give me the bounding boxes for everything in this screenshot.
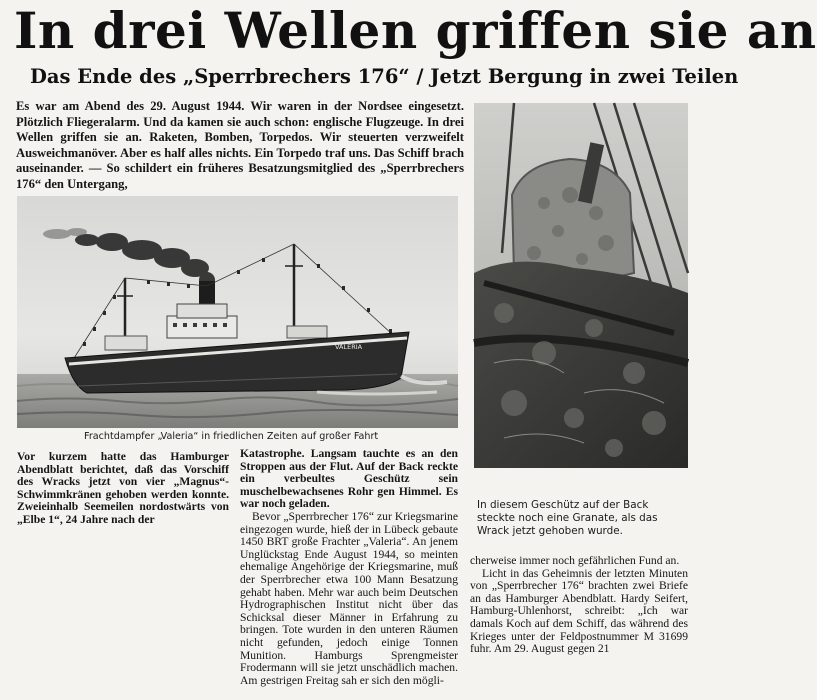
headline: In drei Wellen griffen sie an xyxy=(14,1,817,60)
intro-paragraph: Es war am Abend des 29. August 1944. Wir waren in der Nordsee eingesetzt. Plötzlich Fliegeralarm. Und da kamen sie auch schon: englische Flugzeuge. In drei Wellen griffen sie an. Raketen, Bomben, Torpedos. Wir steuerten verzweifelt Ausweichmanöver. Aber es half alles nichts. Ein Torpedo traf uns. Das Schiff brach auseinander. — So schildert ein früheres Besatzungsmitglied des „Sperrbrechers 176“ den Untergang, xyxy=(16,99,464,191)
hull-name: VALERIA xyxy=(335,343,363,351)
wreck-photo xyxy=(474,103,688,468)
column-2-bold-paragraph: Katastrophe. Langsam tauchte es an den Stroppen aus der Flut. Auf der Back reckte ein verbeultes Geschütz sein muschelbewachsenes Rohr gen Himmel. Es war noch geladen. xyxy=(240,447,458,511)
ship-photo-caption: Frachtdampfer „Valeria“ in friedlichen Zeiten auf großer Fahrt xyxy=(84,431,379,442)
subheadline: Das Ende des „Sperrbrechers 176“ / Jetzt Bergung in zwei Teilen xyxy=(30,65,739,88)
column-2 xyxy=(240,448,458,687)
column-3 xyxy=(470,555,688,656)
column-2-paragraph: Bevor „Sperrbrecher 176“ zur Kriegsmarine eingezogen wurde, hieß der in Lübeck gebaute 1450 BRT große Frachter „Valeria“. An jenem Unglückstag Ende August 1944, so meinten ehemalige Angehörige der Kriegsmarine, muß der Sperrbrecher etwa 100 Mann Besatzung gehabt haben. Mehr war auch beim Deutschen Hydrographischen Institut nicht über das Schicksal dieser Männer in Erfahrung zu bringen. Tote wurden in den unteren Räumen nicht gefunden, jedoch einige Tonnen Munition. Hamburgs Sprengmeister Frodermann will sie jetzt unschädlich machen. Am gestrigen Freitag sah er sich den mögli- xyxy=(240,509,458,687)
ship-photo xyxy=(17,196,458,428)
column-3-paragraph-1: cherweise immer noch gefährlichen Fund an. xyxy=(470,554,680,567)
column-3-paragraph-2: Licht in das Geheimnis der letzten Minuten von „Sperrbrecher 176“ brachten zwei Briefe an das Hamburger Abendblatt. Hardy Seifert, Hamburg-Uhlenhorst, schreibt: „Ich war damals Koch auf dem Schiff, das während des Krieges unter der Feldpostnummer M 31699 fuhr. Am 29. August gegen 21 xyxy=(470,566,688,656)
wreck-photo-caption: In diesem Geschütz auf der Back steckte noch eine Granate, als das Wrack jetzt gehoben wurde. xyxy=(477,499,658,538)
column-1: Vor kurzem hatte das Hamburger Abendblatt berichtet, daß das Vorschiff des Wracks jetzt von vier „Magnus“-Schwimmkränen gehoben werden konnte. Zweieinhalb Seemeilen nordostwärts von „Elbe 1“, 24 Jahre nach der xyxy=(17,450,229,526)
